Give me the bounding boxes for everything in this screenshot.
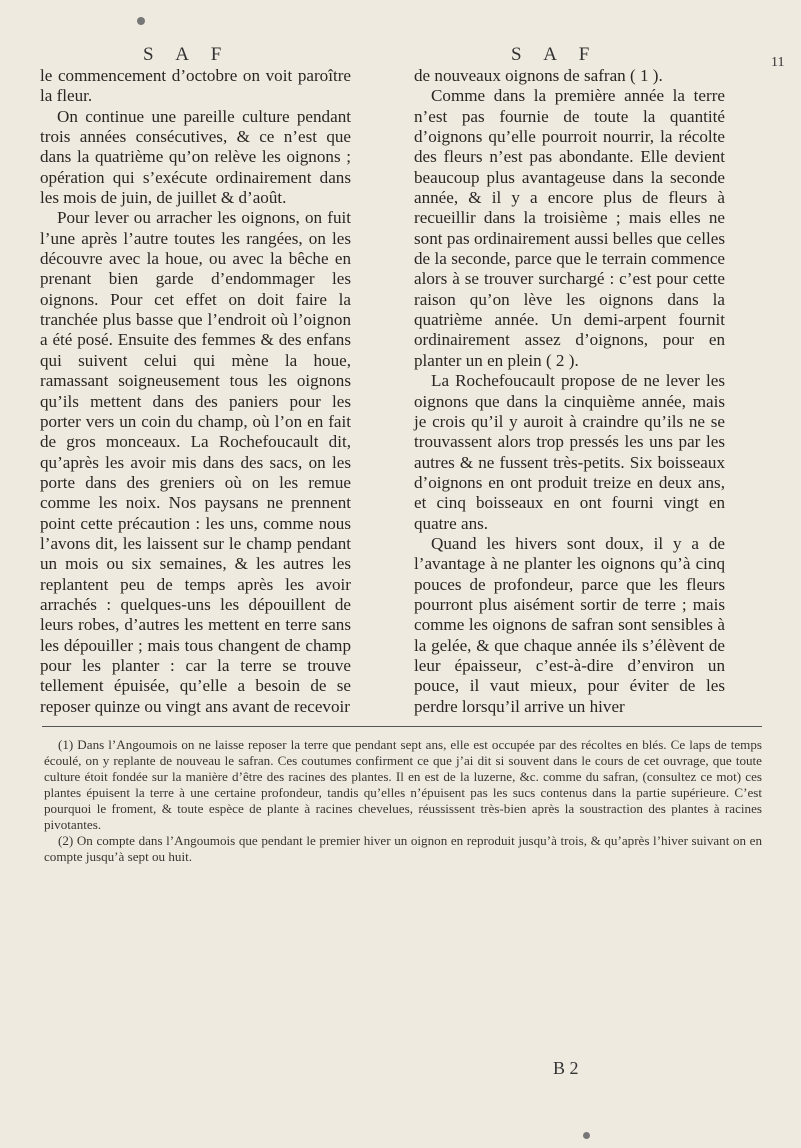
running-head-left-text: S A F (143, 44, 231, 65)
left-column (40, 66, 351, 717)
running-head-right (511, 44, 598, 66)
ink-spot (583, 1132, 590, 1139)
paragraph: La Rochefoucault propose de ne lever les oignons que dans la cinquième année, mais je crois qu’il y auroit à craindre qu’ils ne se trouvassent alors trop pressés les uns par les autres & ne fussent très-petits. Six boisseaux d’oignons en ont produit treize en deux ans, et cinq boisseaux en ont fourni vingt en quatre ans. (414, 371, 725, 533)
ink-spot (137, 17, 145, 25)
paragraph: Quand les hivers sont doux, il y a de l’avantage à ne planter les oignons qu’à cinq pouces de profondeur, parce que les fleurs pourront plus aisément sortir de terre ; mais comme les oignons de safran sont sensibles à la gelée, & que chaque année ils s’élèvent de leur épaisseur, c’est-à-dire d’environ un pouce, il vaut mieux, pour éviter de les perdre lorsqu’il arrive un hiver (414, 533, 725, 716)
footnote: (2) On compte dans l’Angoumois que pendant le premier hiver un oignon en reproduit jusqu’à trois, & qu’après l’hiver suivant on en compte jusqu’à sept ou huit. (44, 833, 762, 864)
paragraph: le commencement d’octobre on voit paroître la fleur. (40, 66, 351, 106)
running-head-right-text: S A F (511, 44, 599, 65)
paragraph: Comme dans la première année la terre n’est pas fournie de toute la quantité d’oignons qu’elle pourroit nourrir, la récolte des fleurs n’est pas abondante. Elle devient beaucoup plus avantageuse dans la seconde année, & il y a encore plus de fleurs à recueillir dans la troisième ; mais elles ne sont pas ordinairement aussi belles que celles de la seconde, parce que le terrain commence alors à se trouver surchargé : c’est pour cette raison qu’on lève les oignons dans la quatrième année. Un demi-arpent fournit ordinairement assez d’oignons, pour en planter un en plein ( 2 ). (414, 86, 725, 370)
running-head-left (143, 44, 230, 66)
signature-mark: B 2 (553, 1058, 579, 1078)
footnote: (1) Dans l’Angoumois on ne laisse reposer la terre que pendant sept ans, elle est occupée par des récoltes en blés. Ce laps de temps écoulé, on y replante de nouveau le safran. Ces coutumes confirment ce que j’ai dit si souvent dans le cours de cet ouvrage, que toute culture étoit fondée sur la manière d’être des racines des plantes. Il en est de la luzerne, &c. comme du safran, (consultez ce mot) ces plantes épuisent la terre à une certaine profondeur, tandis qu’elles n’épuisent pas les sucs contenus dans la partie supérieure. C’est pourquoi le froment, & toute espèce de plante à racines chevelues, réussissent très-bien après la soustraction des plantes à racines pivotantes. (44, 737, 762, 832)
paragraph: de nouveaux oignons de safran ( 1 ). (414, 66, 663, 85)
paragraph: On continue une pareille culture pendant trois années consécutives, & ce n’est que dans la quatrième qu’on relève les oignons ; opération qui s’exécute ordinairement dans les mois de juin, de juillet & d’août. (40, 106, 351, 208)
paragraph: Pour lever ou arracher les oignons, on fuit l’une après l’autre toutes les rangées, on les découvre avec la houe, ou avec la bêche en prenant bien garde d’endommager les oignons. Pour cet effet on doit faire la tranchée plus basse que l’endroit où l’oignon a été posé. Ensuite des femmes & des enfans qui suivent celui qui mène la houe, ramassant soigneusement tous les oignons qu’ils mettent dans des paniers pour les porter vers un coin du champ, où l’on en fait de gros monceaux. La Rochefoucault dit, qu’après les avoir mis dans des sacs, on les porte dans des greniers où on les remue comme les noix. Nos paysans ne prennent point cette précaution : les uns, comme nous l’avons dit, les laissent sur le champ pendant un mois ou six semaines, & les autres les replantent peu de temps après les avoir arrachés : quelques-uns les dépouillent de leurs robes, d’autres les mettent en terre sans les dépouiller ; mais tous changent de champ pour les planter : car la terre se trouve tellement épuisée, qu’elle a besoin de se reposer quinze ou vingt ans avant de recevoir (40, 208, 351, 716)
footnotes (44, 737, 762, 865)
right-column (414, 66, 725, 717)
page-number: 11 (771, 55, 785, 70)
footnote-divider (42, 726, 762, 727)
